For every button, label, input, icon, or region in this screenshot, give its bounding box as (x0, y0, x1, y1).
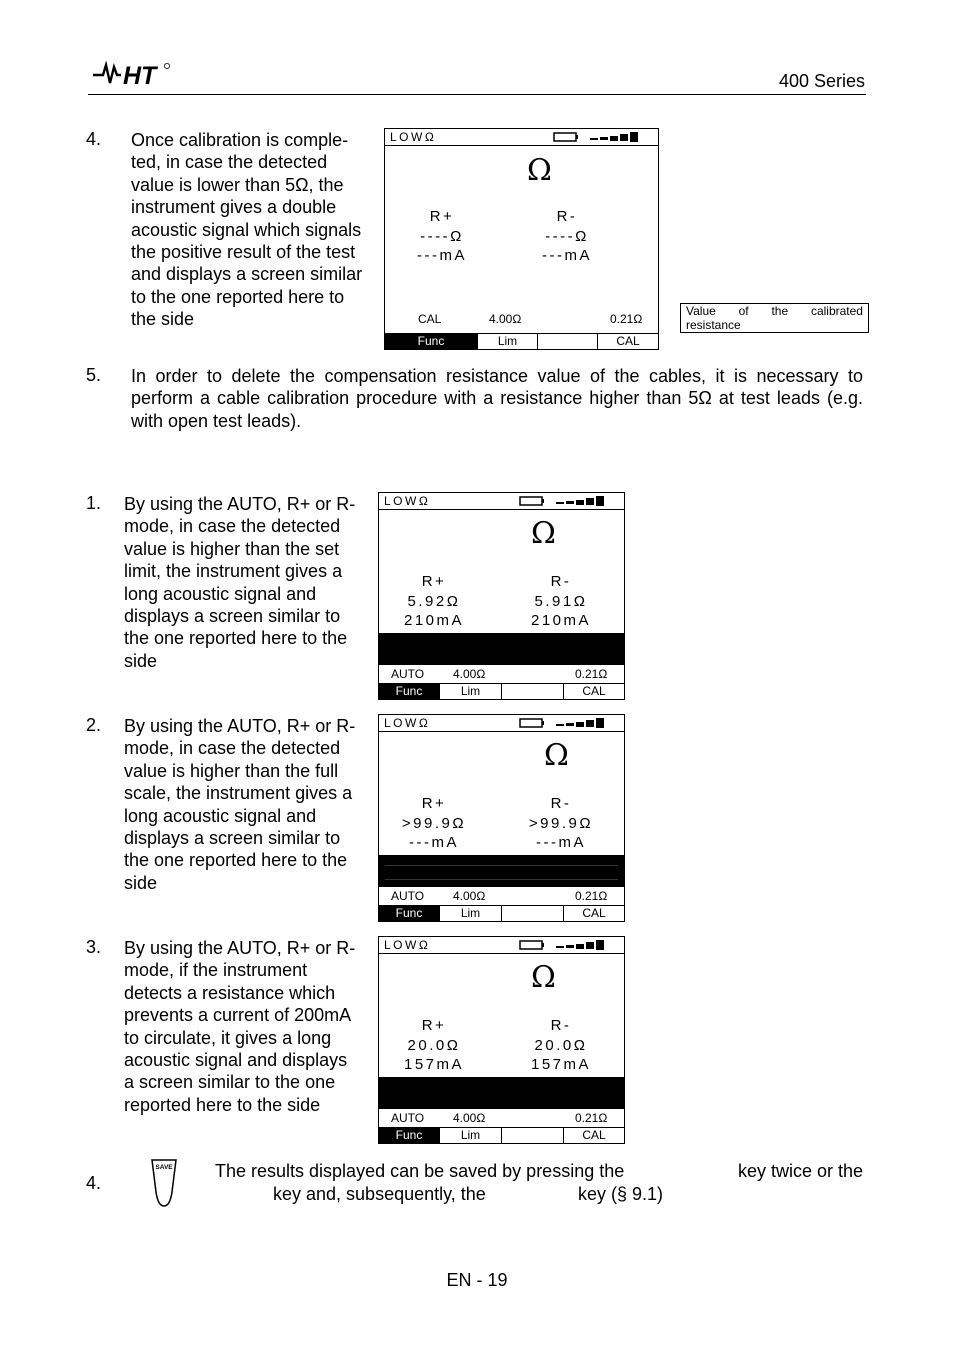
step-text: key and, subsequently, the (273, 1184, 486, 1204)
r-minus-column: R- ----Ω ---mA (542, 208, 592, 264)
fkey-cal: CAL (582, 1128, 606, 1142)
fkey-lim: Lim (440, 906, 502, 921)
fkey-func: Func (379, 684, 440, 699)
brand-text: HT (123, 62, 157, 87)
status-limit: 4.00Ω (453, 1111, 486, 1125)
fkey-lim: Lim (478, 334, 538, 349)
status-limit: 4.00Ω (453, 889, 486, 903)
step-text: key twice or the (737, 1161, 863, 1181)
series-title: 400 Series (778, 71, 865, 91)
omega-icon: Ω (544, 738, 569, 773)
fkey-lim: Lim (440, 1128, 502, 1143)
fkey-func: Func (379, 1128, 440, 1143)
battery-icon (519, 718, 619, 729)
r-plus-column: R+ 20.0Ω 157mA (403, 1017, 465, 1073)
step-text: By using the AUTO, R+ or R- mode, in case the detected value is higher than the full scale, the instrument gives a long acoustic signal and displays a screen similar to the one reported here to the side (124, 716, 356, 893)
fkey-empty (502, 906, 564, 921)
lcd-screen (378, 936, 625, 1144)
message-band (379, 855, 624, 887)
step-text: key (§ 9.1) (578, 1184, 664, 1204)
r-minus-column: R- 20.0Ω 157mA (530, 1017, 592, 1073)
fkey-empty (502, 1128, 564, 1143)
function-key-bar (385, 333, 658, 349)
step-text: Once calibration is comple- ted, in case the detected value is lower than 5Ω, the instrument gives a double acoustic signal which signals the positive result of the test and displays a screen similar to the one reported here to the side (131, 130, 363, 330)
status-mode: AUTO (391, 667, 425, 681)
lcd-header (379, 937, 624, 954)
r-minus-column: R- >99.9Ω ---mA (528, 795, 594, 851)
status-limit: 4.00Ω (453, 667, 486, 681)
step-text: In order to delete the compensation resistance value of the cables, it is necessary to perform a cable calibration procedure with a resistance higher than 5Ω at test leads (e.g. with open test leads). (131, 366, 863, 431)
fkey-empty (502, 684, 564, 699)
lcd-header (385, 129, 658, 146)
ht-logo (93, 61, 171, 87)
battery-icon (519, 940, 619, 951)
r-plus-column: R+ 5.92Ω 210mA (403, 573, 465, 629)
lcd-screen (384, 128, 659, 350)
battery-icon (519, 496, 619, 507)
status-mode: CAL (418, 312, 442, 326)
r-minus-column: R- 5.91Ω 210mA (530, 573, 592, 629)
message-band (379, 1077, 624, 1109)
fkey-func: Func (379, 906, 440, 921)
status-cal: 0.21Ω (575, 1111, 608, 1125)
mode-label: LOWΩ (384, 716, 431, 730)
function-key-bar (379, 1127, 624, 1143)
step-text: By using the AUTO, R+ or R- mode, in case the detected value is higher than the set limit, the instrument gives a long acoustic signal and displays a screen similar to the one reported here to the side (124, 494, 356, 671)
status-mode: AUTO (391, 1111, 425, 1125)
status-cal: 0.21Ω (610, 312, 643, 326)
message-band (379, 633, 624, 665)
mode-label: LOWΩ (384, 938, 431, 952)
fkey-empty (538, 334, 598, 349)
status-cal: 0.21Ω (575, 889, 608, 903)
omega-icon: Ω (527, 153, 552, 188)
fkey-cal: CAL (616, 334, 640, 348)
r-plus-column: R+ >99.9Ω ---mA (401, 795, 467, 851)
save-key-label: SAVE (155, 1164, 173, 1171)
battery-icon (553, 132, 653, 143)
lcd-header (379, 493, 624, 510)
step-number: 1. (86, 493, 102, 513)
lcd-header (379, 715, 624, 732)
fkey-lim: Lim (440, 684, 502, 699)
mode-label: LOWΩ (384, 494, 431, 508)
callout-box: Value of the calibrated resistance (680, 303, 869, 333)
step-number: 4. (86, 1173, 102, 1193)
status-cal: 0.21Ω (575, 667, 608, 681)
omega-icon: Ω (531, 516, 556, 551)
function-key-bar (379, 683, 624, 699)
mode-label: LOWΩ (390, 130, 437, 144)
step-number: 4. (86, 129, 102, 149)
step-text: By using the AUTO, R+ or R- mode, if the instrument detects a resistance which prevents a current of 200mA to circulate, it gives a long acoustic signal and displays a screen similar to the one reported here to the side (124, 938, 356, 1115)
status-mode: AUTO (391, 889, 425, 903)
save-key-icon (150, 1158, 178, 1208)
page-number: EN - 19 (446, 1270, 508, 1290)
step-number: 3. (86, 937, 102, 957)
fkey-func: Func (385, 334, 478, 349)
header-rule (88, 94, 866, 95)
fkey-cal: CAL (582, 684, 606, 698)
lcd-screen (378, 714, 625, 922)
r-plus-column: R+ ----Ω ---mA (417, 208, 467, 264)
fkey-cal: CAL (582, 906, 606, 920)
omega-icon: Ω (531, 960, 556, 995)
lcd-screen (378, 492, 625, 700)
status-limit: 4.00Ω (489, 312, 522, 326)
step-number: 2. (86, 715, 102, 735)
step-text: The results displayed can be saved by pressing the (215, 1161, 625, 1181)
step-number: 5. (86, 365, 102, 385)
function-key-bar (379, 905, 624, 921)
